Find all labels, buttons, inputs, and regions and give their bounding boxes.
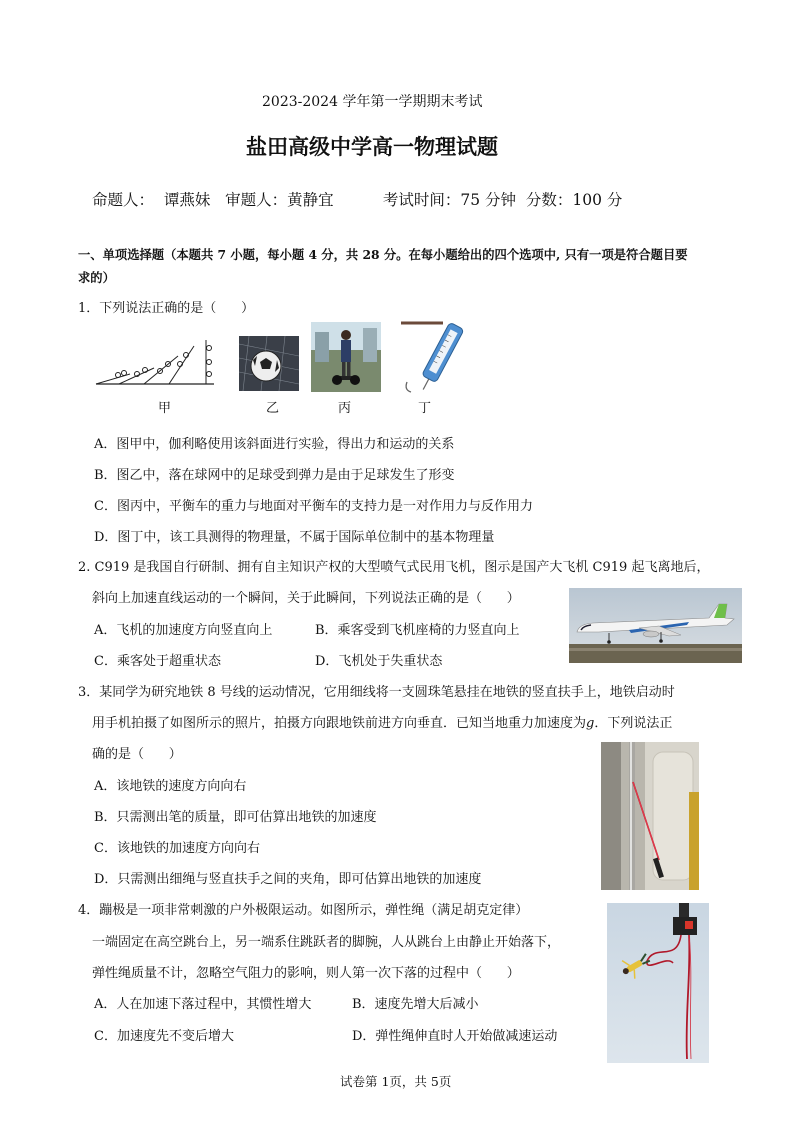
q4-option-c: C．加速度先不变后增大 xyxy=(94,1029,234,1044)
q1-option-a: A．图甲中，伽利略使用该斜面进行实验，得出力和运动的关系 xyxy=(94,437,455,452)
q4-option-d: D．弹性绳伸直时人开始做减速运动 xyxy=(352,1029,558,1044)
q2-option-a: A．飞机的加速度方向竖直向上 xyxy=(94,623,273,638)
q1-stem: 1．下列说法正确的是（ ） xyxy=(78,301,255,316)
q3-stem-line1: 3．某同学为研究地铁 8 号线的运动情况，它用细线将一支圆珠笔悬挂在地铁的竖直扶手上，地铁启动时 xyxy=(78,685,675,700)
q4-option-b: B．速度先增大后减小 xyxy=(352,997,479,1012)
q1-option-d: D．图丁中，该工具测得的物理量，不属于国际单位制中的基本物理量 xyxy=(94,530,495,545)
spring-scale-figure xyxy=(395,320,475,398)
q4-stem-line2: 一端固定在高空跳台上，另一端系住跳跃者的脚腕，人从跳台上由静止开始落下， xyxy=(92,935,561,950)
q3-stem-line3: 确的是（ ） xyxy=(92,747,182,762)
page-title: 盐田高级中学高一物理试题 xyxy=(246,134,498,159)
section-heading: 一、单项选择题（本题共 7 小题，每小题 4 分，共 28 分。在每小题给出的四个选项中, 只有一项是符合题目要 xyxy=(78,247,688,262)
c919-airplane-figure xyxy=(569,588,742,663)
q2-option-b: B．乘客受到飞机座椅的力竖直向上 xyxy=(315,623,520,638)
figure-label-yi: 乙 xyxy=(266,401,280,416)
q3-option-c: C．该地铁的加速度方向向右 xyxy=(94,841,260,856)
q4-stem-line1: 4．蹦极是一项非常刺激的户外极限运动。如图所示，弹性绳（满足胡克定律） xyxy=(78,903,529,918)
exam-info: 命题人： 谭燕妹 审题人：黄静宜 考试时间：75 分钟 分数：100 分 xyxy=(92,191,623,209)
subway-pen-figure xyxy=(601,742,699,890)
q4-option-a: A．人在加速下落过程中，其惯性增大 xyxy=(94,997,312,1012)
balance-car-figure xyxy=(311,322,381,392)
q2-stem-line1: 2. C919 是我国自行研制、拥有自主知识产权的大型喷气式民用飞机，图示是国产大飞机 C919 起飞离地后， xyxy=(78,560,710,575)
page-footer: 试卷第 1页，共 5页 xyxy=(340,1074,452,1089)
exam-line: 2023-2024 学年第一学期期末考试 xyxy=(262,94,483,110)
q3-option-b: B．只需测出笔的质量，即可估算出地铁的加速度 xyxy=(94,810,377,825)
q3-stem-line2: 用手机拍摄了如图所示的照片，拍摄方向跟地铁前进方向垂直．已知当地重力加速度为𝑔．下列说法正 xyxy=(92,716,673,731)
figure-label-bing: 丙 xyxy=(338,401,352,416)
football-net-figure xyxy=(239,336,299,391)
q1-option-c: C．图丙中，平衡车的重力与地面对平衡车的支持力是一对作用力与反作用力 xyxy=(94,499,533,514)
section-heading-cont: 求的） xyxy=(78,270,115,285)
q2-option-c: C．乘客处于超重状态 xyxy=(94,654,221,669)
q3-option-d: D．只需测出细绳与竖直扶手之间的夹角，即可估算出地铁的加速度 xyxy=(94,872,482,887)
q1-option-b: B．图乙中，落在球网中的足球受到弹力是由于足球发生了形变 xyxy=(94,468,455,483)
q2-option-d: D．飞机处于失重状态 xyxy=(315,654,443,669)
bungee-jump-figure xyxy=(607,903,709,1063)
q2-stem-line2: 斜向上加速直线运动的一个瞬间，关于此瞬间，下列说法正确的是（ ） xyxy=(92,591,520,606)
galileo-incline-figure xyxy=(94,338,218,388)
q3-option-a: A．该地铁的速度方向向右 xyxy=(94,779,247,794)
figure-label-jia: 甲 xyxy=(158,401,172,416)
figure-label-ding: 丁 xyxy=(418,401,432,416)
q4-stem-line3: 弹性绳质量不计，忽略空气阻力的影响，则人第一次下落的过程中（ ） xyxy=(92,966,520,981)
